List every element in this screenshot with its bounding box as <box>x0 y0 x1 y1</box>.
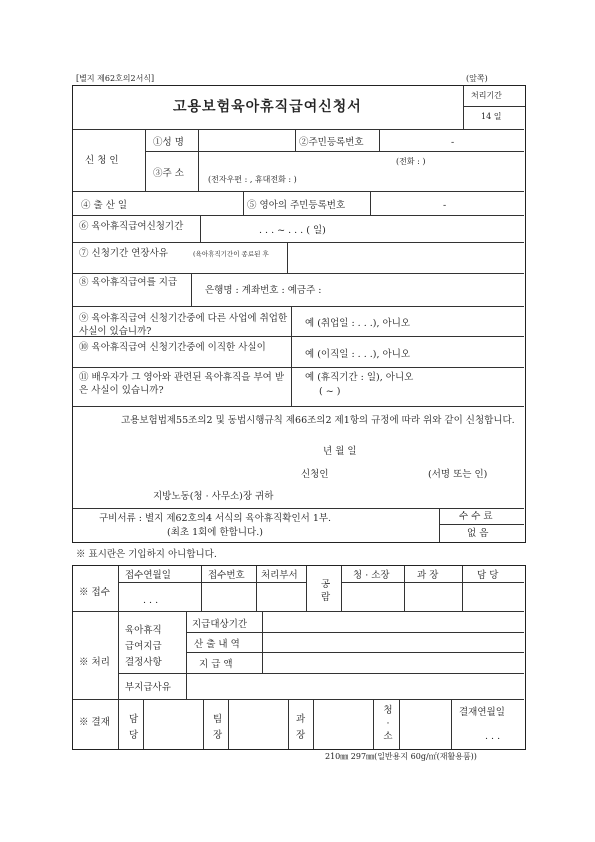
non-payment-reason-label: 부지급사유 <box>125 682 171 693</box>
reception-date-value: . . . <box>143 595 159 606</box>
chief-label: 청 · 소장 <box>353 570 390 581</box>
officer-label: 담 당 <box>477 570 499 581</box>
form-number: [별지 제62호의2서식] <box>76 74 155 83</box>
decision-line-2: 급여지급 <box>125 641 162 652</box>
attachments-text: 구비서류 : 별지 제62호의4 서식의 육아휴직확인서 1부. <box>99 513 332 524</box>
q10-answer: 예 (이직일 : . . .), 아니오 <box>305 349 411 360</box>
applicant-section-label: 신 청 인 <box>85 155 119 166</box>
fee-label: 수 수 료 <box>459 511 493 522</box>
notice-text: ※ 표시란은 기입하지 아니합니다. <box>76 549 217 560</box>
extension-reason-note: (육아휴직기간이 종료된 후 <box>193 250 269 258</box>
declaration-applicant: 신청인 <box>301 469 329 480</box>
decision-line-3: 결정사항 <box>125 657 162 668</box>
approval-officer: 담당 <box>129 714 139 741</box>
q11-answer: 예 (휴직기간 : 일), 아니오 <box>305 372 414 383</box>
declaration-date: 년 월 일 <box>323 446 357 457</box>
attachments-note: (최초 1회에 한합니다.) <box>167 527 263 538</box>
rrn-dash: - <box>451 137 455 148</box>
declaration-sign: (서명 또는 인) <box>428 469 488 480</box>
q10-job-change-label: ⑩ 육아휴직급여 신청기간중에 이직한 사실이 <box>79 342 266 353</box>
processing-label: ※ 처리 <box>79 657 110 668</box>
form-title: 고용보험육아휴직급여신청서 <box>173 99 362 115</box>
address-label: ③주 소 <box>153 168 184 179</box>
reception-number-label: 접수번호 <box>208 570 245 581</box>
name-label: ①성 명 <box>153 137 184 148</box>
approval-date-value: . . . <box>485 731 501 742</box>
phone-field: (전화 : ) <box>396 157 426 166</box>
payment-amount-label: 지 급 액 <box>199 659 233 670</box>
application-form <box>72 85 526 543</box>
processing-period-label: 처리기간 <box>471 91 502 100</box>
page-side: (앞쪽) <box>466 74 488 83</box>
processing-dept-label: 처리부서 <box>261 570 298 581</box>
office-use-form <box>72 565 526 750</box>
extension-reason-label: ⑦ 신청기간 연장사유 <box>79 248 168 259</box>
email-mobile-field: (전자우편 : , 휴대전화 : ) <box>208 175 297 184</box>
fee-value: 없 음 <box>467 528 489 539</box>
bank-account-label: ⑧ 육아휴직급여를 지급 <box>79 277 178 288</box>
declaration-addressee: 지방노동(청 · 사무소)장 귀하 <box>153 491 274 502</box>
processing-period-value: 14 일 <box>481 112 502 121</box>
section-chief-label: 과 장 <box>417 570 439 581</box>
payment-period-label: 지급대상기간 <box>192 619 248 630</box>
approval-date-label: 결재연월일 <box>459 707 505 718</box>
q9-other-employment-label: ⑨ 육아휴직급여 신청기간중에 다른 사업에 취업한 사실이 있습니까? <box>79 313 288 337</box>
leave-period-label: ⑥ 육아휴직급여신청기간 <box>79 221 184 232</box>
infant-rrn-dash: - <box>443 200 447 211</box>
q11-period: ( ~ ) <box>319 386 341 397</box>
approval-section-chief: 과장 <box>296 714 306 741</box>
decision-line-1: 육아휴직 <box>125 625 162 636</box>
bank-account-fields: 은행명 : 계좌번호 : 예금주 : <box>205 285 322 296</box>
approval-label: ※ 결재 <box>79 717 110 728</box>
rrn-label: ②주민등록번호 <box>299 137 364 148</box>
birth-date-label: ④ 출 산 일 <box>81 200 128 211</box>
reception-date-label: 접수연월일 <box>125 570 171 581</box>
paper-spec-footer: 210㎜ 297㎜(일반용지 60g/㎡(재활용품)) <box>325 752 477 761</box>
approval-chief: 청·소 <box>383 705 393 742</box>
q11-spouse-leave-label: ⑪ 배우자가 그 영아와 관련된 육아휴직을 부여 받은 사실이 있습니까? <box>79 372 285 396</box>
public-review-label: 공람 <box>321 579 331 603</box>
approval-team-leader: 팀장 <box>213 714 223 741</box>
q9-answer: 예 (취업일 : . . .), 아니오 <box>305 318 411 329</box>
calculation-label: 산 출 내 역 <box>194 639 240 650</box>
leave-period-value: . . . ~ . . . ( 일) <box>259 225 326 236</box>
declaration-statement: 고용보험법제55조의2 및 동법시행규칙 제66조의2 제1항의 규정에 따라 위와 같이 신청합니다. <box>121 415 515 426</box>
infant-rrn-label: ⑤ 영아의 주민등록번호 <box>247 200 346 211</box>
reception-label: ※ 접수 <box>79 587 110 598</box>
